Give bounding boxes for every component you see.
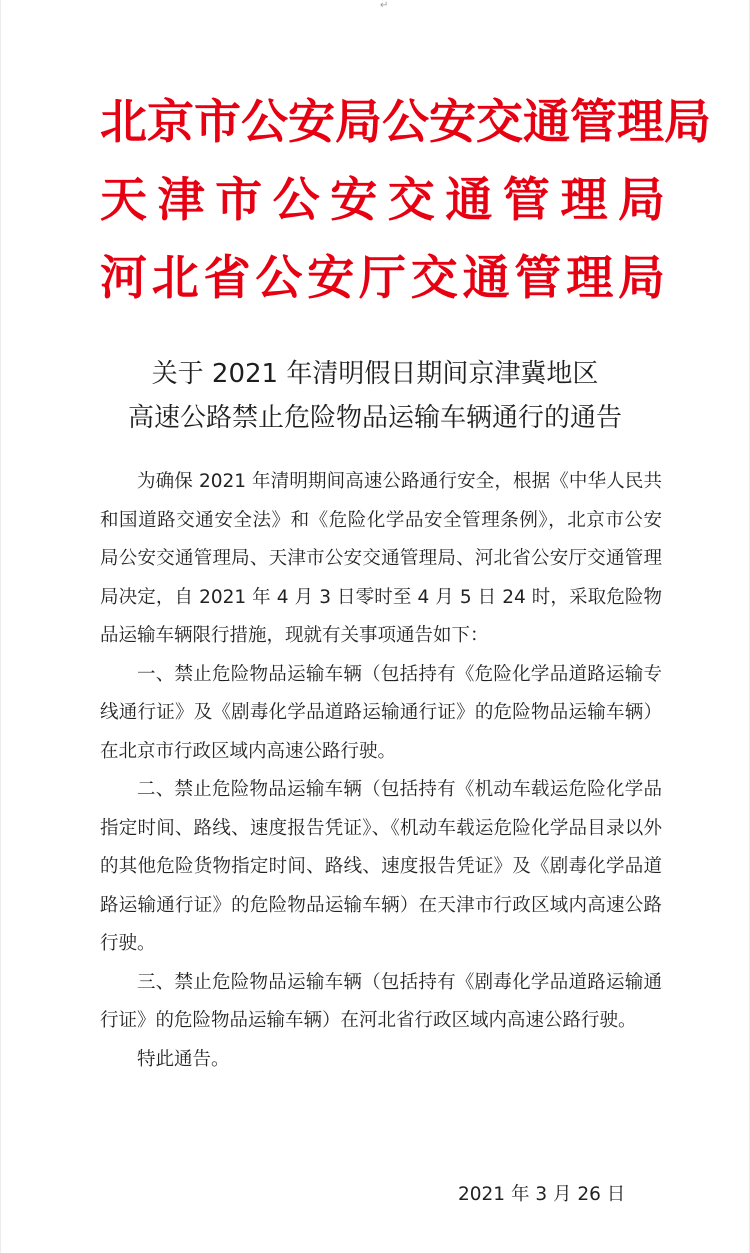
item-3-paragraph: 三、禁止危险物品运输车辆（包括持有《剧毒化学品道路运输通行证》的危险物品运输车辆）在河北省行政区域内高速公路行驶。 (100, 971, 662, 1031)
notice-body (100, 463, 662, 1079)
agency-hebei: 河北省公安厅交通管理局 (100, 251, 665, 306)
paragraph-mark-icon: ↵ (380, 0, 389, 11)
agency-beijing: 北京市公安局公安交通管理局 (100, 95, 711, 150)
notice-title-line-1: 关于 2021 年清明假日期间京津冀地区 (151, 359, 599, 389)
item-2-paragraph: 二、禁止危险物品运输车辆（包括持有《机动车载运危险化学品指定时间、路线、速度报告凭证》、《机动车载运危险化学品目录以外的其他危险货物指定时间、路线、速度报告凭证》及《剧毒化学品道路运输通行证》的危险物品运输车辆）在天津市行政区域内高速公路行驶。 (100, 779, 662, 954)
notice-title-line-2: 高速公路禁止危险物品运输车辆通行的通告 (127, 403, 622, 433)
agency-tianjin: 天津市公安交通管理局 (100, 173, 665, 228)
issuing-agencies-header (100, 84, 711, 318)
closing-paragraph: 特此通告。 (137, 1048, 230, 1070)
item-1-paragraph: 一、禁止危险物品运输车辆（包括持有《危险化学品道路运输专线通行证》及《剧毒化学品道路运输通行证》的危险物品运输车辆）在北京市行政区域内高速公路行驶。 (100, 663, 662, 762)
intro-paragraph: 为确保 2021 年清明期间高速公路通行安全，根据《中华人民共和国道路交通安全法》和《危险化学品安全管理条例》，北京市公安局公安交通管理局、天津市公安交通管理局、河北省公安厅交通管理局决定，自 2021 年 4 月 3 日零时至 4 月 5 日 24 时，采取危险物品运输车辆限行措施，现就有关事项通告如下： (100, 471, 662, 646)
issue-date: 2021 年 3 月 26 日 (458, 1184, 626, 1205)
notice-title (0, 352, 750, 440)
